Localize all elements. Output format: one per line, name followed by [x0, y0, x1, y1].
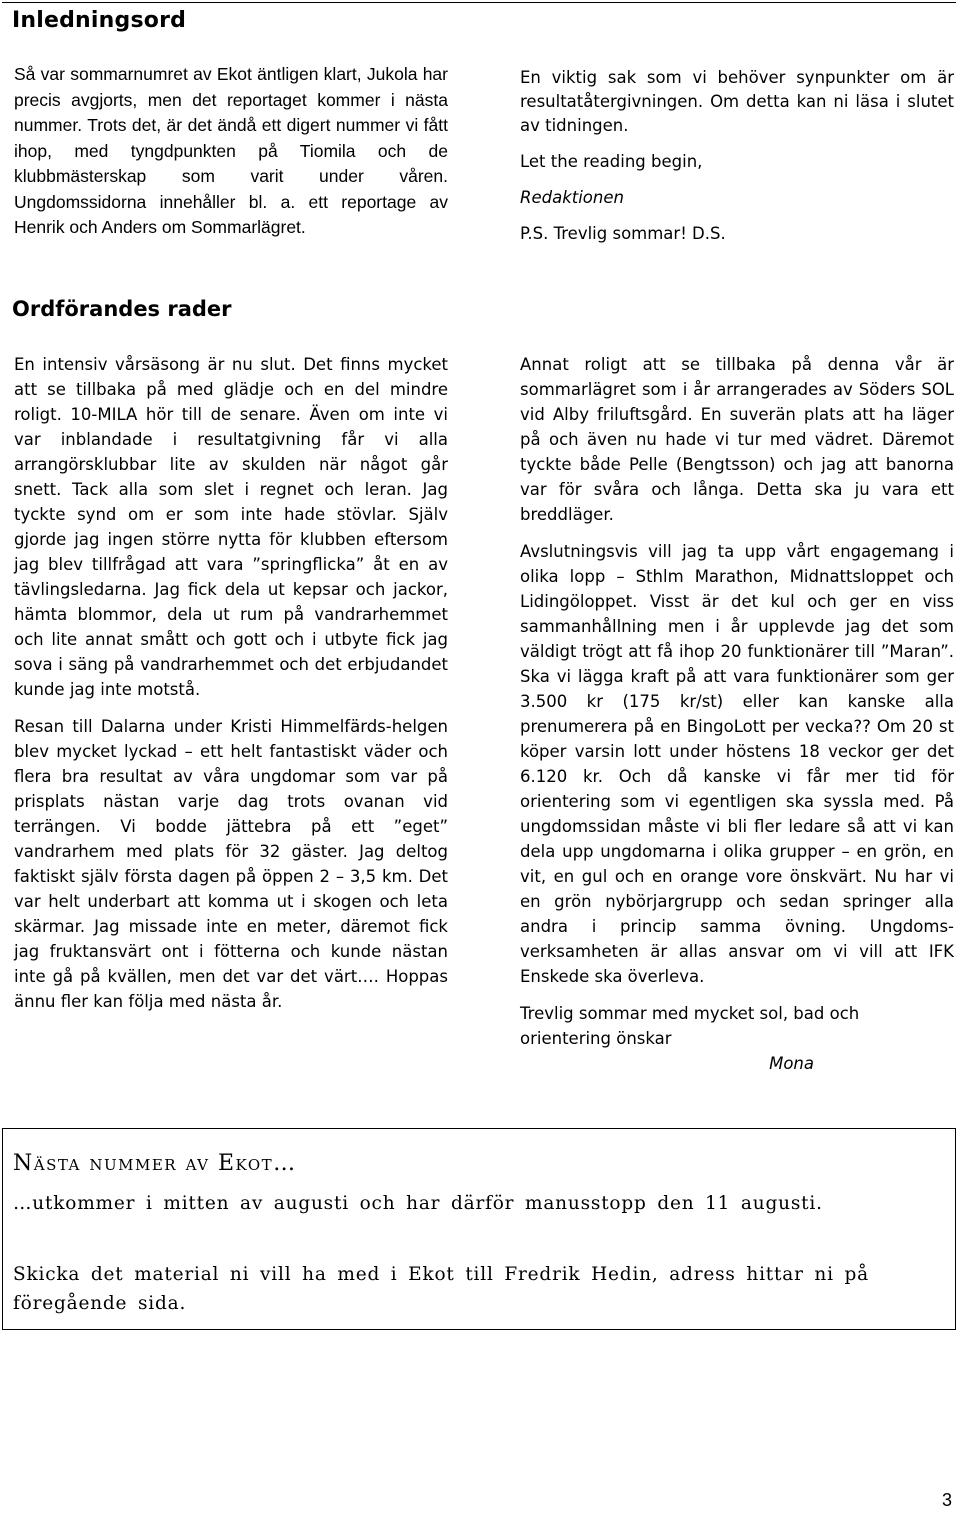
intro-right-text: En viktig sak som vi behöver synpunkter om är resultatåtergivningen. Om detta kan ni läsa i slutet av tidningen. [520, 68, 954, 135]
next-issue-line-2: Skicka det material ni vill ha med i Ekot till Fredrik Hedin, adress hittar ni på föregående sida. [13, 1264, 870, 1314]
page-number: 3 [941, 1490, 952, 1510]
chair-left-paragraph-2: Resan till Dalarna under Kristi Himmelfärds-helgen blev mycket lyckad – ett helt fantastiskt väder och flera bra resultat av våra ungdomar som var på prisplats nästan varje dag trots ovanan vid terrängen. Vi bodde jättebra på ett ”eget” vandrarhem med plats för 32 gäster. Jag deltog faktiskt själv första dagen på öppen 2 – 3,5 km. Det var helt underbart att komma ut i skogen och leta skärmar. Jag missade inte en meter, däremot fick jag fruktansvärt ont i fötterna och kunde nästan inte gå på kvällen, men det var det värt…. Hoppas ännu fler kan följa med nästa år. [14, 717, 448, 1011]
chair-right-paragraph-3: Trevlig sommar med mycket sol, bad och orientering önskar [520, 1004, 860, 1048]
intro-heading: Inledningsord [12, 8, 187, 33]
top-rule [2, 2, 956, 3]
chair-right-paragraph-2: Avslutningsvis vill jag ta upp vårt engagemang i olika lopp – Sthlm Marathon, Midnattsloppet och Lidingöloppet. Visst är det kul och ger en viss sammanhållning men i år upplevde jag det som väldigt trögt att få ihop 20 funktionärer till ”Maran”. Ska vi lägga kraft på att vara funktionärer som ger 3.500 kr (175 kr/st) eller kan kanske alla prenumerera på en BingoLott per vecka?? Om 20 st köper varsin lott under höstens 18 veckor ger det 6.120 kr. Och då kanske vi får mer tid för orientering som vi egentligen ska syssla med. På ungdomssidan måste vi bli fler ledare så att vi kan dela upp ungdomarna i olika grupper – en grön, en vit, en gul och en orange vore önskvärt. Nu har vi en grön nybörjargrupp och sedan springer alla andra i princip samma övning. Ungdoms-verksamheten är allas ansvar om vi vill att IFK Enskede ska överleva. [520, 542, 954, 986]
intro-left-text: Så var sommarnumret av Ekot äntligen klart, Jukola har precis avgjorts, men det reportaget kommer i nästa nummer. Trots det, är det ändå ett digert nummer vi fått ihop, med tyngdpunkten på Tiomila och de klubbmästerskap som varit under våren. Ungdomssidorna innehåller bl. a. ett reportage av Henrik och Anders om Sommarlägret. [14, 64, 448, 237]
chair-right-column [520, 352, 954, 1076]
chair-left-column [14, 352, 448, 1014]
next-issue-line-1: …utkommer i mitten av augusti och har därför manusstopp den 11 augusti. [13, 1193, 823, 1214]
intro-ps: P.S. Trevlig sommar! D.S. [520, 224, 726, 243]
intro-right-column [520, 66, 954, 246]
chair-heading: Ordförandes rader [12, 297, 232, 321]
intro-signature: Redaktionen [520, 188, 624, 207]
intro-reading: Let the reading begin, [520, 152, 703, 171]
chair-right-paragraph-1: Annat roligt att se tillbaka på denna vår är sommarlägret som i år arrangerades av Söders SOL vid Alby friluftsgård. En suverän plats att ha läger på och även nu hade vi tur med vädret. Däremot tyckte både Pelle (Bengtsson) och jag att banorna var för svåra och långa. Detta ska ju vara ett breddläger. [520, 355, 954, 524]
next-issue-heading: Nästa nummer av Ekot… [13, 1151, 297, 1176]
intro-left-column [14, 62, 448, 241]
chair-left-paragraph-1: En intensiv vårsäsong är nu slut. Det finns mycket att se tillbaka på med glädje och en del mindre roligt. 10-MILA hör till de senare. Även om inte vi var inblandade i resultatgivning får vi alla arrangörsklubbar lite av skulden när något går snett. Tack alla som slet i regnet och leran. Jag tyckte synd om er som inte hade stövlar. Själv gjorde jag ingen större nytta för klubben eftersom jag blev tillfrågad att vara ”springflicka” åt en av tävlingsledarna. Jag fick dela ut kepsar och jackor, hämta blommor, dela ut rum på vandrarhemmet och lite annat smått och gott och i utbyte fick jag sova i säng på vandrarhemmet och det erbjudandet kunde jag inte motstå. [14, 355, 448, 699]
chair-signature: Mona [769, 1054, 814, 1073]
next-issue-box [2, 1128, 956, 1330]
